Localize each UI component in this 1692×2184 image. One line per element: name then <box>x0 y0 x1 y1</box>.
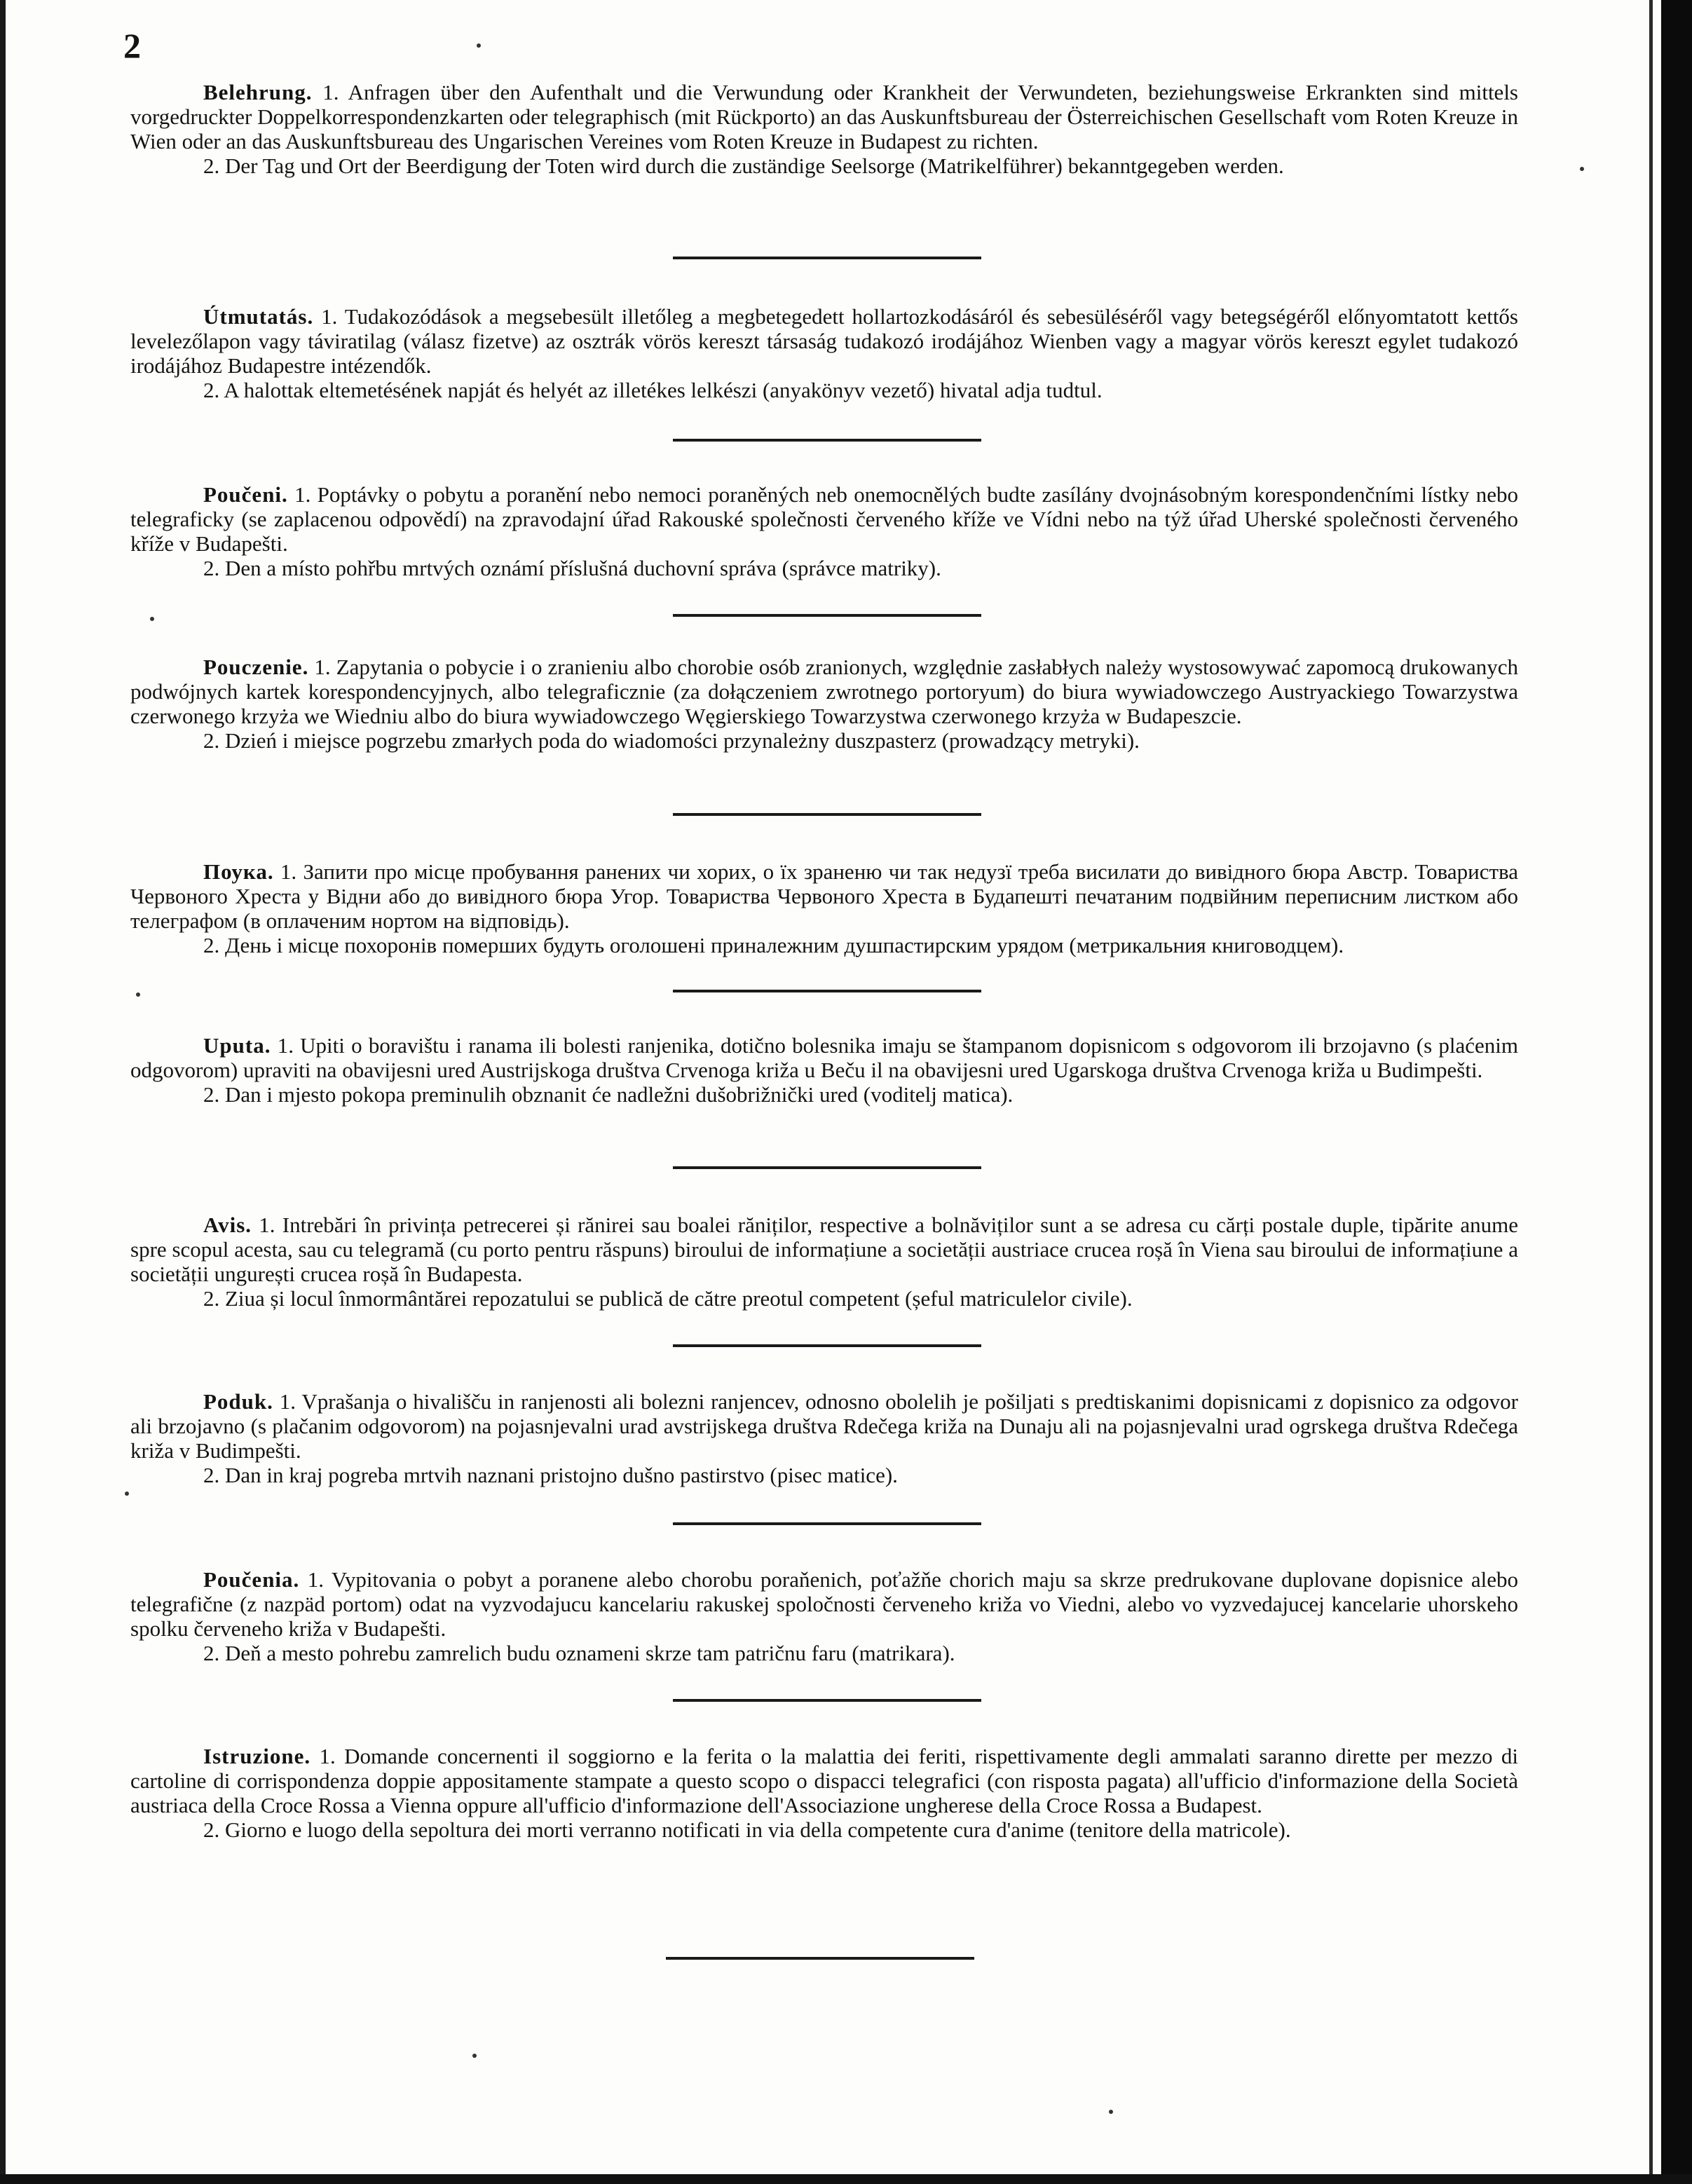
section-czech <box>130 482 1518 580</box>
section-paragraph-1 <box>130 1213 1518 1286</box>
section-heading: Útmutatás. <box>203 304 314 329</box>
section-paragraph-1 <box>130 80 1518 153</box>
section-divider <box>673 990 981 992</box>
section-heading: Poučenia. <box>203 1567 300 1592</box>
section-divider <box>673 1344 981 1347</box>
section-croatian <box>130 1033 1518 1107</box>
scan-bottom-edge <box>0 2174 1692 2184</box>
section-item-1: 1. Domande concernenti il soggiorno e la ferita o la malattia dei feriti, rispettivamente degli ammalati saranno dirette per mezzo di cartoline di corrispondenza doppie appositamente stampate a questo scopo o dispacci telegrafici (con risposta pagata) all'ufficio d'informazione della Società austriaca della Croce Rossa a Vienna oppure all'ufficio d'informazione dell'Associazione ungherese della Croce Rossa a Budapest. <box>130 1744 1518 1817</box>
section-german <box>130 80 1518 178</box>
section-paragraph-1 <box>130 1033 1518 1082</box>
section-item-1: 1. Anfragen über den Aufenthalt und die Verwundung oder Krankheit der Verwundeten, beziehungsweise Erkrankten sind mittels vorgedruckter Doppelkorrespondenzkarten oder telegraphisch (mit Rückporto) an das Auskunftsbureau der Österreichischen Gesellschaft vom Roten Kreuze in Wien oder an das Auskunftsbureau des Ungarischen Vereines vom Roten Kreuze in Budapest zu richten. <box>130 80 1518 153</box>
section-paragraph-1 <box>130 1567 1518 1641</box>
scan-left-edge <box>0 0 6 2184</box>
section-paragraph-1 <box>130 1744 1518 1817</box>
section-divider <box>673 1166 981 1169</box>
section-heading: Poučeni. <box>203 482 288 507</box>
scan-inner-edge <box>1649 0 1653 2184</box>
section-item-1: 1. Intrebări în privința petrecerei și rănirei sau boalei răniților, respective a bolnăviților sunt a se adresa cu cărți postale duple, tipărite anume spre scopul acesta, sau cu telegramă (cu porto pentru răspuns) biroului de informațiune a societății austriace crucea roșă în Viena sau biroului de informațiune a societății ungurești crucea roșă în Budapesta. <box>130 1213 1519 1286</box>
section-item-2: 2. Der Tag und Ort der Beerdigung der Toten wird durch die zuständige Seelsorge (Matrikelführer) bekanntgegeben werden. <box>203 153 1284 178</box>
section-paragraph-1 <box>130 304 1518 378</box>
section-item-2: 2. Deň a mesto pohrebu zamrelich budu oznameni skrze tam patričnu faru (matrikara). <box>203 1641 955 1665</box>
section-item-1: 1. Запити про місце пробування ранених чи хорих, о їх зраненю чи так недузї треба висилати до вивідного бюра Австр. Товариства Червоного Хреста у Відни або до вивідного бюра Угор. Товариства Червоного Хреста в Будапешті печатаним подвійним переписним листком або телеграфом (в оплаченим нортом на відповідь). <box>130 859 1519 933</box>
section-divider <box>666 1957 974 1960</box>
section-divider <box>673 813 981 816</box>
section-item-2: 2. Dan i mjesto pokopa preminulih obznanit će nadležni dušobrižnički ured (voditelj matica). <box>203 1082 1014 1107</box>
section-item-1: 1. Tudakozódások a megsebesült illetőleg a megbetegedett hollartozkodásáról és sebesüléséről vagy betegségéről előnyomtatott kettős levelezőlapon vagy táviratilag (válasz fizetve) az osztrák vörös kereszt társaság tudakozó irodájához Wienben vagy a magyar vörös kereszt egylet tudakozó irodájához Budapestre intézendők. <box>130 304 1518 378</box>
section-item-1: 1. Vprašanja o hivališču in ranjenosti ali bolezni ranjencev, odnosno obolelih je pošiljati s predtiskanimi dopisnicami z dopisnico za odgovor ali brzojavno (s plačanim odgovorom) na pojasnjevalni urad avstrijskega društva Rdečega križa na Dunaju ali na pojasnjevalni urad ogrskega društva Rdečega križa v Budimpešti. <box>130 1389 1518 1463</box>
section-paragraph-1 <box>130 655 1518 728</box>
section-item-1: 1. Vypitovania o pobyt a poranene alebo chorobu poraňenich, poťažňe chorich maju sa skrze predrukovane duplovane dopisnice alebo telegrafične (z nazpäd portom) odat na vyzvodajucu kancelariu rakuskej spoločnosti červeneho križa vo Viedni, alebo vo vyzvedajucej kancelarie uhorskeho spolku červeneho križa v Budapešti. <box>130 1567 1518 1641</box>
section-item-2: 2. A halottak eltemetésének napját és helyét az illetékes lelkészi (anyakönyv vezető) hivatal adja tudtul. <box>203 378 1103 402</box>
section-heading: Belehrung. <box>203 80 313 104</box>
section-divider <box>673 439 981 442</box>
section-item-2: 2. Dzień i miejsce pogrzebu zmarłych poda do wiadomości przynależny duszpasterz (prowadzący metryki). <box>203 728 1140 753</box>
section-polish <box>130 655 1518 753</box>
scan-speck <box>1109 2110 1113 2114</box>
section-heading: Istruzione. <box>203 1744 311 1768</box>
section-item-2: 2. Dan in kraj pogreba mrtvih naznani pristojno dušno pastirstvo (pisec matice). <box>203 1463 898 1487</box>
section-slovak <box>130 1567 1518 1665</box>
section-divider <box>673 614 981 617</box>
section-heading: Uputa. <box>203 1033 271 1058</box>
scan-speck <box>150 617 154 621</box>
section-item-2: 2. Den a místo pohřbu mrtvých oznámí příslušná duchovní správa (správce matriky). <box>203 556 941 580</box>
scan-speck <box>125 1492 129 1496</box>
section-ukrainian <box>130 859 1518 957</box>
section-item-1: 1. Upiti o boravištu i ranama ili bolesti ranjenika, dotično bolesnika imaju se štampanom dopisnicom s odgovorom ili brzojavno (s plaćenim odgovorom) upraviti na obavijesni ured Austrijskoga društva Crvenoga križa u Beču il na obavijesni ured Ugarskoga društva Crvenoga križa u Budimpešti. <box>130 1033 1519 1082</box>
section-slovenian <box>130 1389 1518 1487</box>
section-divider <box>673 257 981 259</box>
scan-speck <box>1580 167 1584 171</box>
scan-right-edge <box>1661 0 1692 2184</box>
section-item-1: 1. Poptávky o pobytu a poranění nebo nemoci poraněných neb onemocnělých budte zasílány dvojnásobným korespondenčními lístky nebo telegraficky (se zaplacenou odpovědí) na zpravodajní úřad Rakouské společnosti červeného kříže ve Vídni nebo na týž úřad Uherské společnosti červeného kříže v Budapešti. <box>130 482 1518 556</box>
section-heading: Pouczenie. <box>203 655 309 679</box>
section-romanian <box>130 1213 1518 1311</box>
scan-speck <box>136 992 140 997</box>
section-divider <box>673 1522 981 1525</box>
section-item-2: 2. День і місце похоронів померших будуть оголошені приналежним душпастирским урядом (метрикальния книговодцем). <box>203 933 1344 957</box>
section-italian <box>130 1744 1518 1842</box>
section-divider <box>673 1699 981 1702</box>
section-item-2: 2. Ziua și locul înmormântărei repozatului se publică de către preotul competent (șeful matriculelor civile). <box>203 1286 1133 1311</box>
section-heading: Поука. <box>203 859 274 884</box>
section-paragraph-1 <box>130 859 1518 933</box>
section-heading: Poduk. <box>203 1389 273 1414</box>
section-paragraph-1 <box>130 1389 1518 1463</box>
scan-speck <box>472 2054 477 2058</box>
section-paragraph-1 <box>130 482 1518 556</box>
section-hungarian <box>130 304 1518 402</box>
page-number: 2 <box>123 26 141 65</box>
section-heading: Avis. <box>203 1213 252 1237</box>
section-item-1: 1. Zapytania o pobycie i o zranieniu albo chorobie osób zranionych, względnie zasłabłych należy wystosowywać zapomocą drukowanych podwójnych kartek korespondencyjnych, albo telegraficznie (za dołączeniem zwrotnego portoryum) do biura wywiadowczego Austryackiego Towarzystwa czerwonego krzyża we Wiedniu albo do biura wywiadowczego Węgierskiego Towarzystwa czerwonego krzyża w Budapeszcie. <box>130 655 1519 728</box>
scan-speck <box>477 43 481 48</box>
section-item-2: 2. Giorno e luogo della sepoltura dei morti verranno notificati in via della competente cura d'anime (tenitore della matricole). <box>203 1817 1291 1842</box>
